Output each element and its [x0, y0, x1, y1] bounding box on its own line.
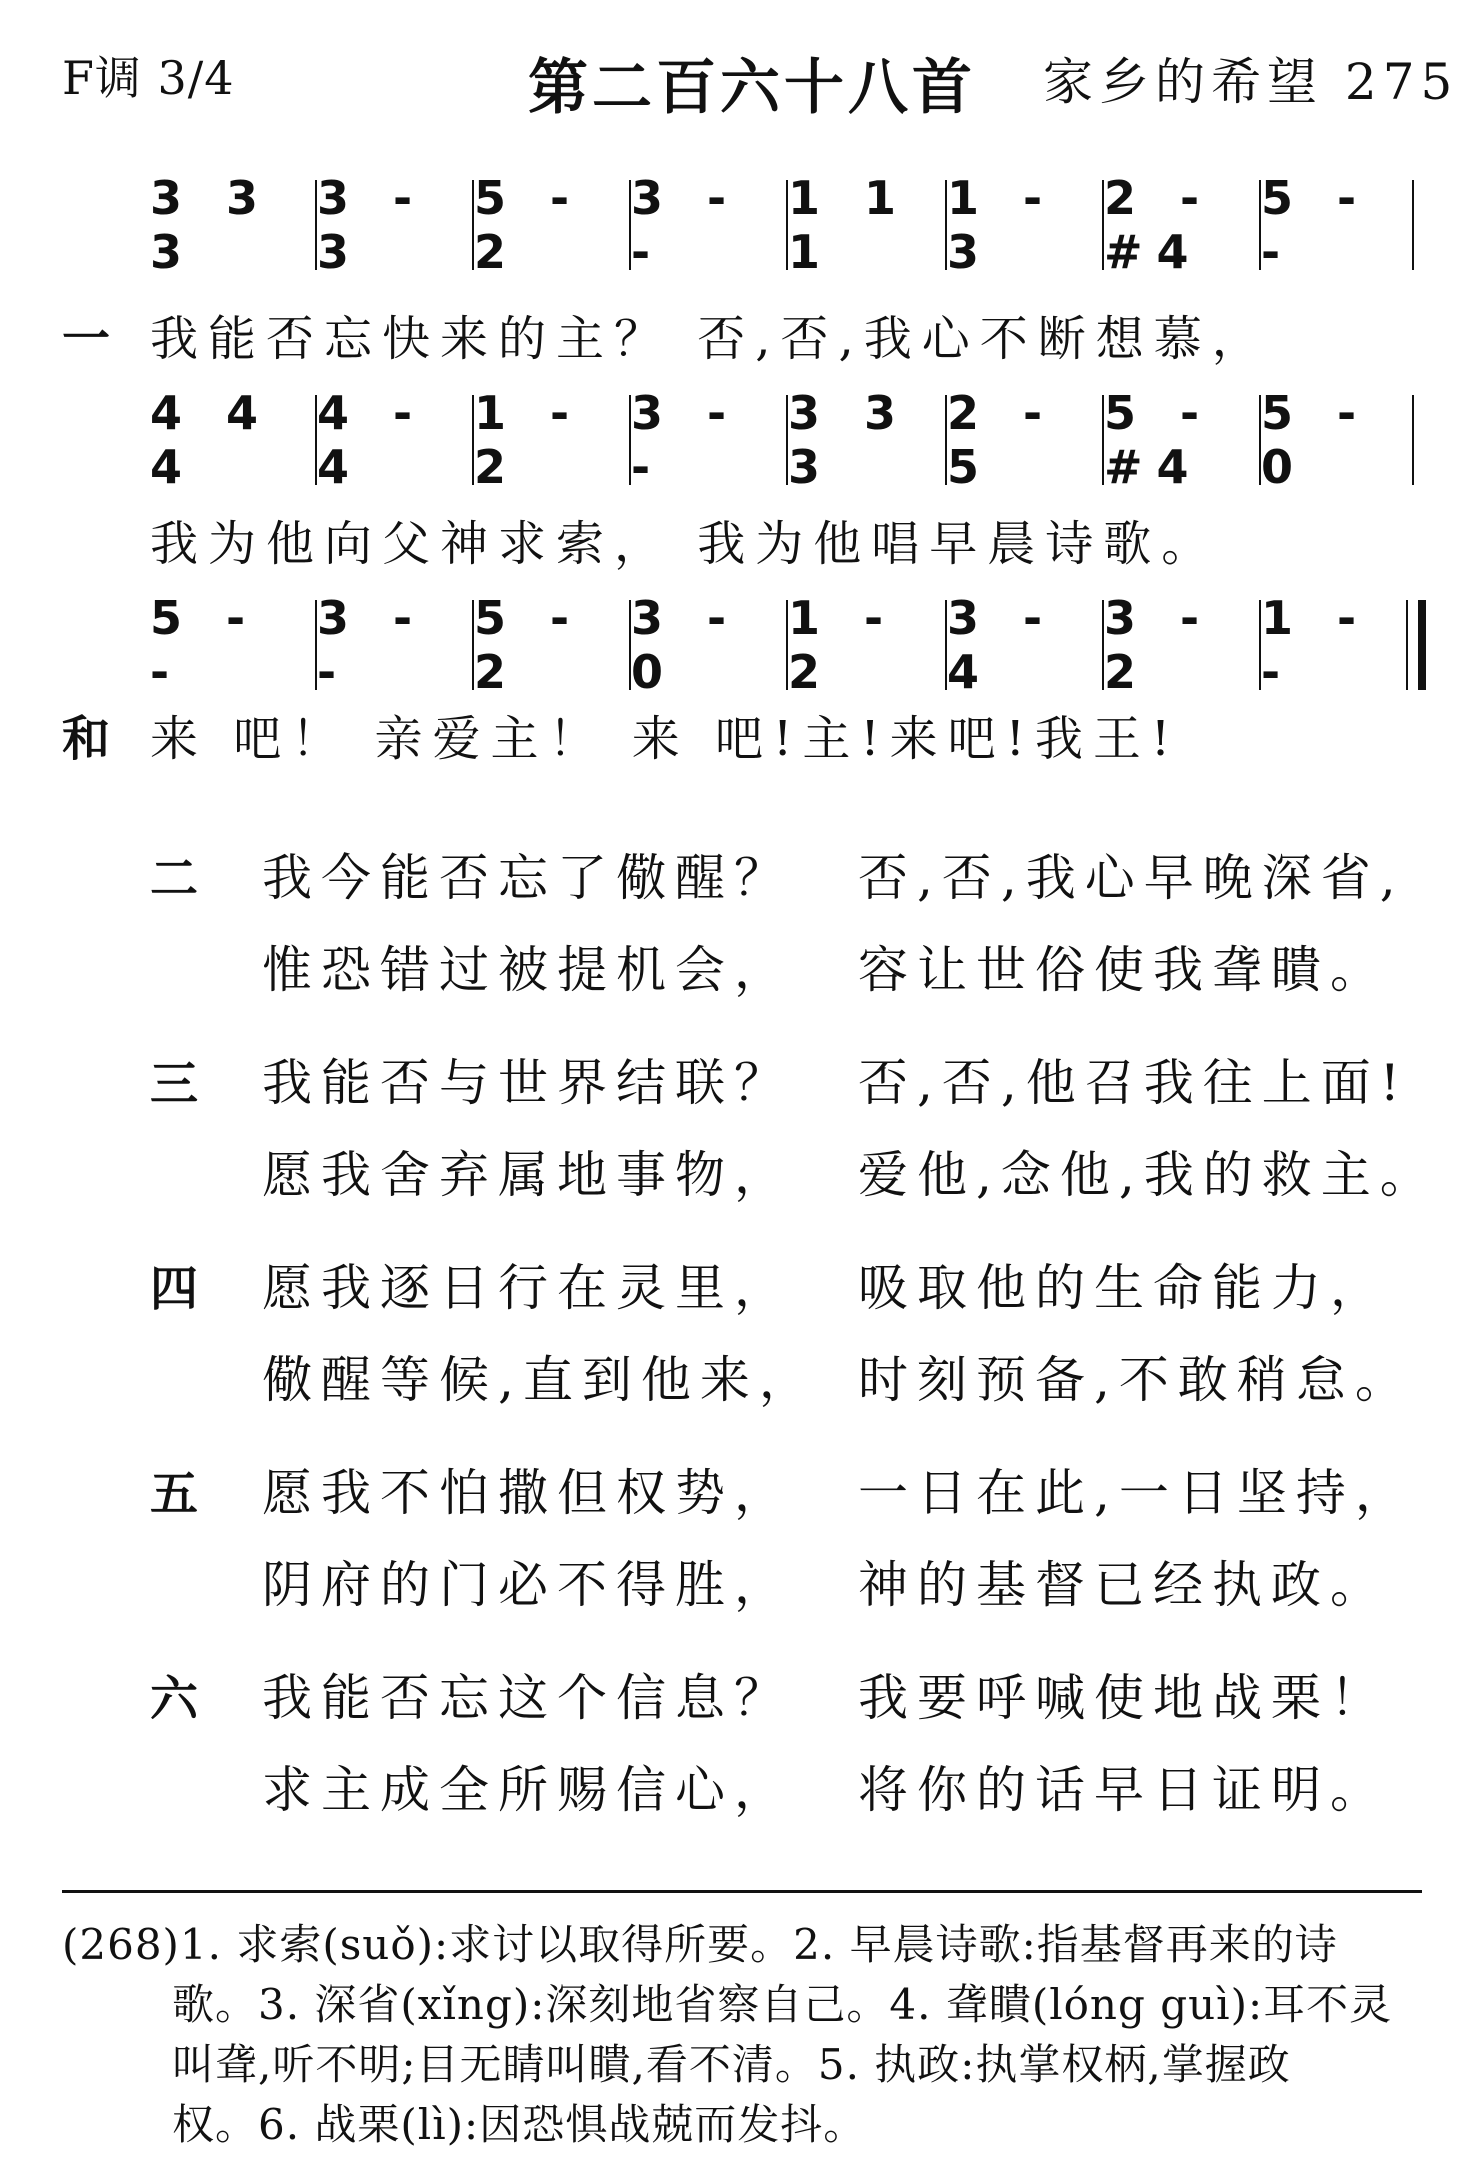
- measure: 1 - 3: [947, 171, 1057, 279]
- notation-system-1: [150, 171, 1420, 279]
- verse-line: 我今能否忘了儆醒？: [262, 849, 793, 907]
- verse-line: 愿我逐日行在灵里，: [262, 1259, 793, 1317]
- measure: 3 - 3: [317, 171, 427, 279]
- lyric-line: 我能否忘快来的主？ 否,否,我心不断想慕，: [150, 311, 1270, 367]
- verse-line: 将你的话早日证明。: [858, 1761, 1389, 1819]
- verse-label: 一: [62, 311, 111, 367]
- measure: 3 - -: [317, 591, 427, 699]
- verse-line: 我能否与世界结联？: [262, 1054, 793, 1112]
- bar-line: [1412, 180, 1414, 270]
- footnote-line: 叫聋,听不明;目无睛叫瞶,看不清。5. 执政:执掌权柄,掌握政: [172, 2040, 1291, 2089]
- measure: 3 - 0: [631, 591, 741, 699]
- verse-line: 否,否,我心早晚深省,: [858, 849, 1405, 907]
- lyric-line: 来 吧！ 亲爱主！ 来 吧!主!来吧!我王!: [150, 711, 1181, 767]
- measure: 1 - 2: [788, 591, 898, 699]
- measure: 5 - 2: [474, 171, 584, 279]
- verse-line: 儆醒等候,直到他来，: [262, 1351, 818, 1409]
- measure: 5 - #4: [1104, 386, 1214, 494]
- verse-line: 阴府的门必不得胜，: [262, 1556, 793, 1614]
- measure: 4 - 4: [317, 386, 427, 494]
- verse-line: 惟恐错过被提机会，: [262, 941, 793, 999]
- verse-line: 愿我不怕撒但权势，: [262, 1464, 793, 1522]
- measure: 2 - #4: [1104, 171, 1214, 279]
- measure: 5 - -: [150, 591, 260, 699]
- lyric-line: 我为他向父神求索， 我为他唱早晨诗歌。: [150, 516, 1220, 572]
- verse-number: 四: [150, 1261, 199, 1317]
- measure: 3 3 3: [788, 386, 911, 494]
- measure: 1 - -: [1261, 591, 1371, 699]
- verse-number: 五: [150, 1466, 199, 1522]
- measure: 1 - 2: [474, 386, 584, 494]
- chorus-label: 和: [62, 711, 111, 767]
- footnote-divider: [62, 1890, 1422, 1893]
- verse-line: 愿我舍弃属地事物，: [262, 1146, 793, 1204]
- measure: 3 - -: [631, 386, 741, 494]
- verse-number: 三: [150, 1056, 199, 1112]
- notation-system-2: [150, 386, 1420, 494]
- verse-line: 求主成全所赐信心，: [262, 1761, 793, 1819]
- measure: 3 - 4: [947, 591, 1057, 699]
- footnote-line: 歌。3. 深省(xǐng):深刻地省察自己。4. 聋瞶(lóng guì):耳不灵: [172, 1980, 1393, 2029]
- notation-system-3: [150, 591, 1420, 699]
- measure: 3 - -: [631, 171, 741, 279]
- measure: 5 - -: [1261, 171, 1371, 279]
- verse-number: 二: [150, 851, 199, 907]
- book-reference: 家乡的希望 275: [1043, 53, 1459, 111]
- verse-line: 时刻预备,不敢稍怠。: [858, 1351, 1414, 1409]
- footnote-line: (268)1. 求索(suǒ):求讨以取得所要。2. 早晨诗歌:指基督再来的诗: [62, 1920, 1338, 1969]
- verse-line: 神的基督已经执政。: [858, 1556, 1389, 1614]
- verse-line: 容让世俗使我聋瞶。: [858, 941, 1389, 999]
- verse-line: 我能否忘这个信息？: [262, 1669, 793, 1727]
- verse-line: 否,否,他召我往上面!: [858, 1054, 1409, 1112]
- verse-line: 爱他,念他,我的救主。: [858, 1146, 1439, 1204]
- measure: 3 - 2: [1104, 591, 1214, 699]
- bar-line: [1412, 395, 1414, 485]
- measure: 5 - 0: [1261, 386, 1371, 494]
- hymn-title: 第二百六十八首: [528, 53, 976, 123]
- verse-number: 六: [150, 1671, 199, 1727]
- measure: 2 - 5: [947, 386, 1057, 494]
- key-signature: F调 3/4: [62, 51, 235, 105]
- measure: 1 1 1: [788, 171, 911, 279]
- measure: 5 - 2: [474, 591, 584, 699]
- footnote-line: 权。6. 战栗(lì):因恐惧战兢而发抖。: [172, 2100, 867, 2149]
- measure: 3 3 3: [150, 171, 273, 279]
- verse-line: 一日在此,一日坚持，: [858, 1464, 1414, 1522]
- measure: 4 4 4: [150, 386, 273, 494]
- verse-line: 吸取他的生命能力，: [858, 1259, 1389, 1317]
- verse-line: 我要呼喊使地战栗！: [858, 1669, 1389, 1727]
